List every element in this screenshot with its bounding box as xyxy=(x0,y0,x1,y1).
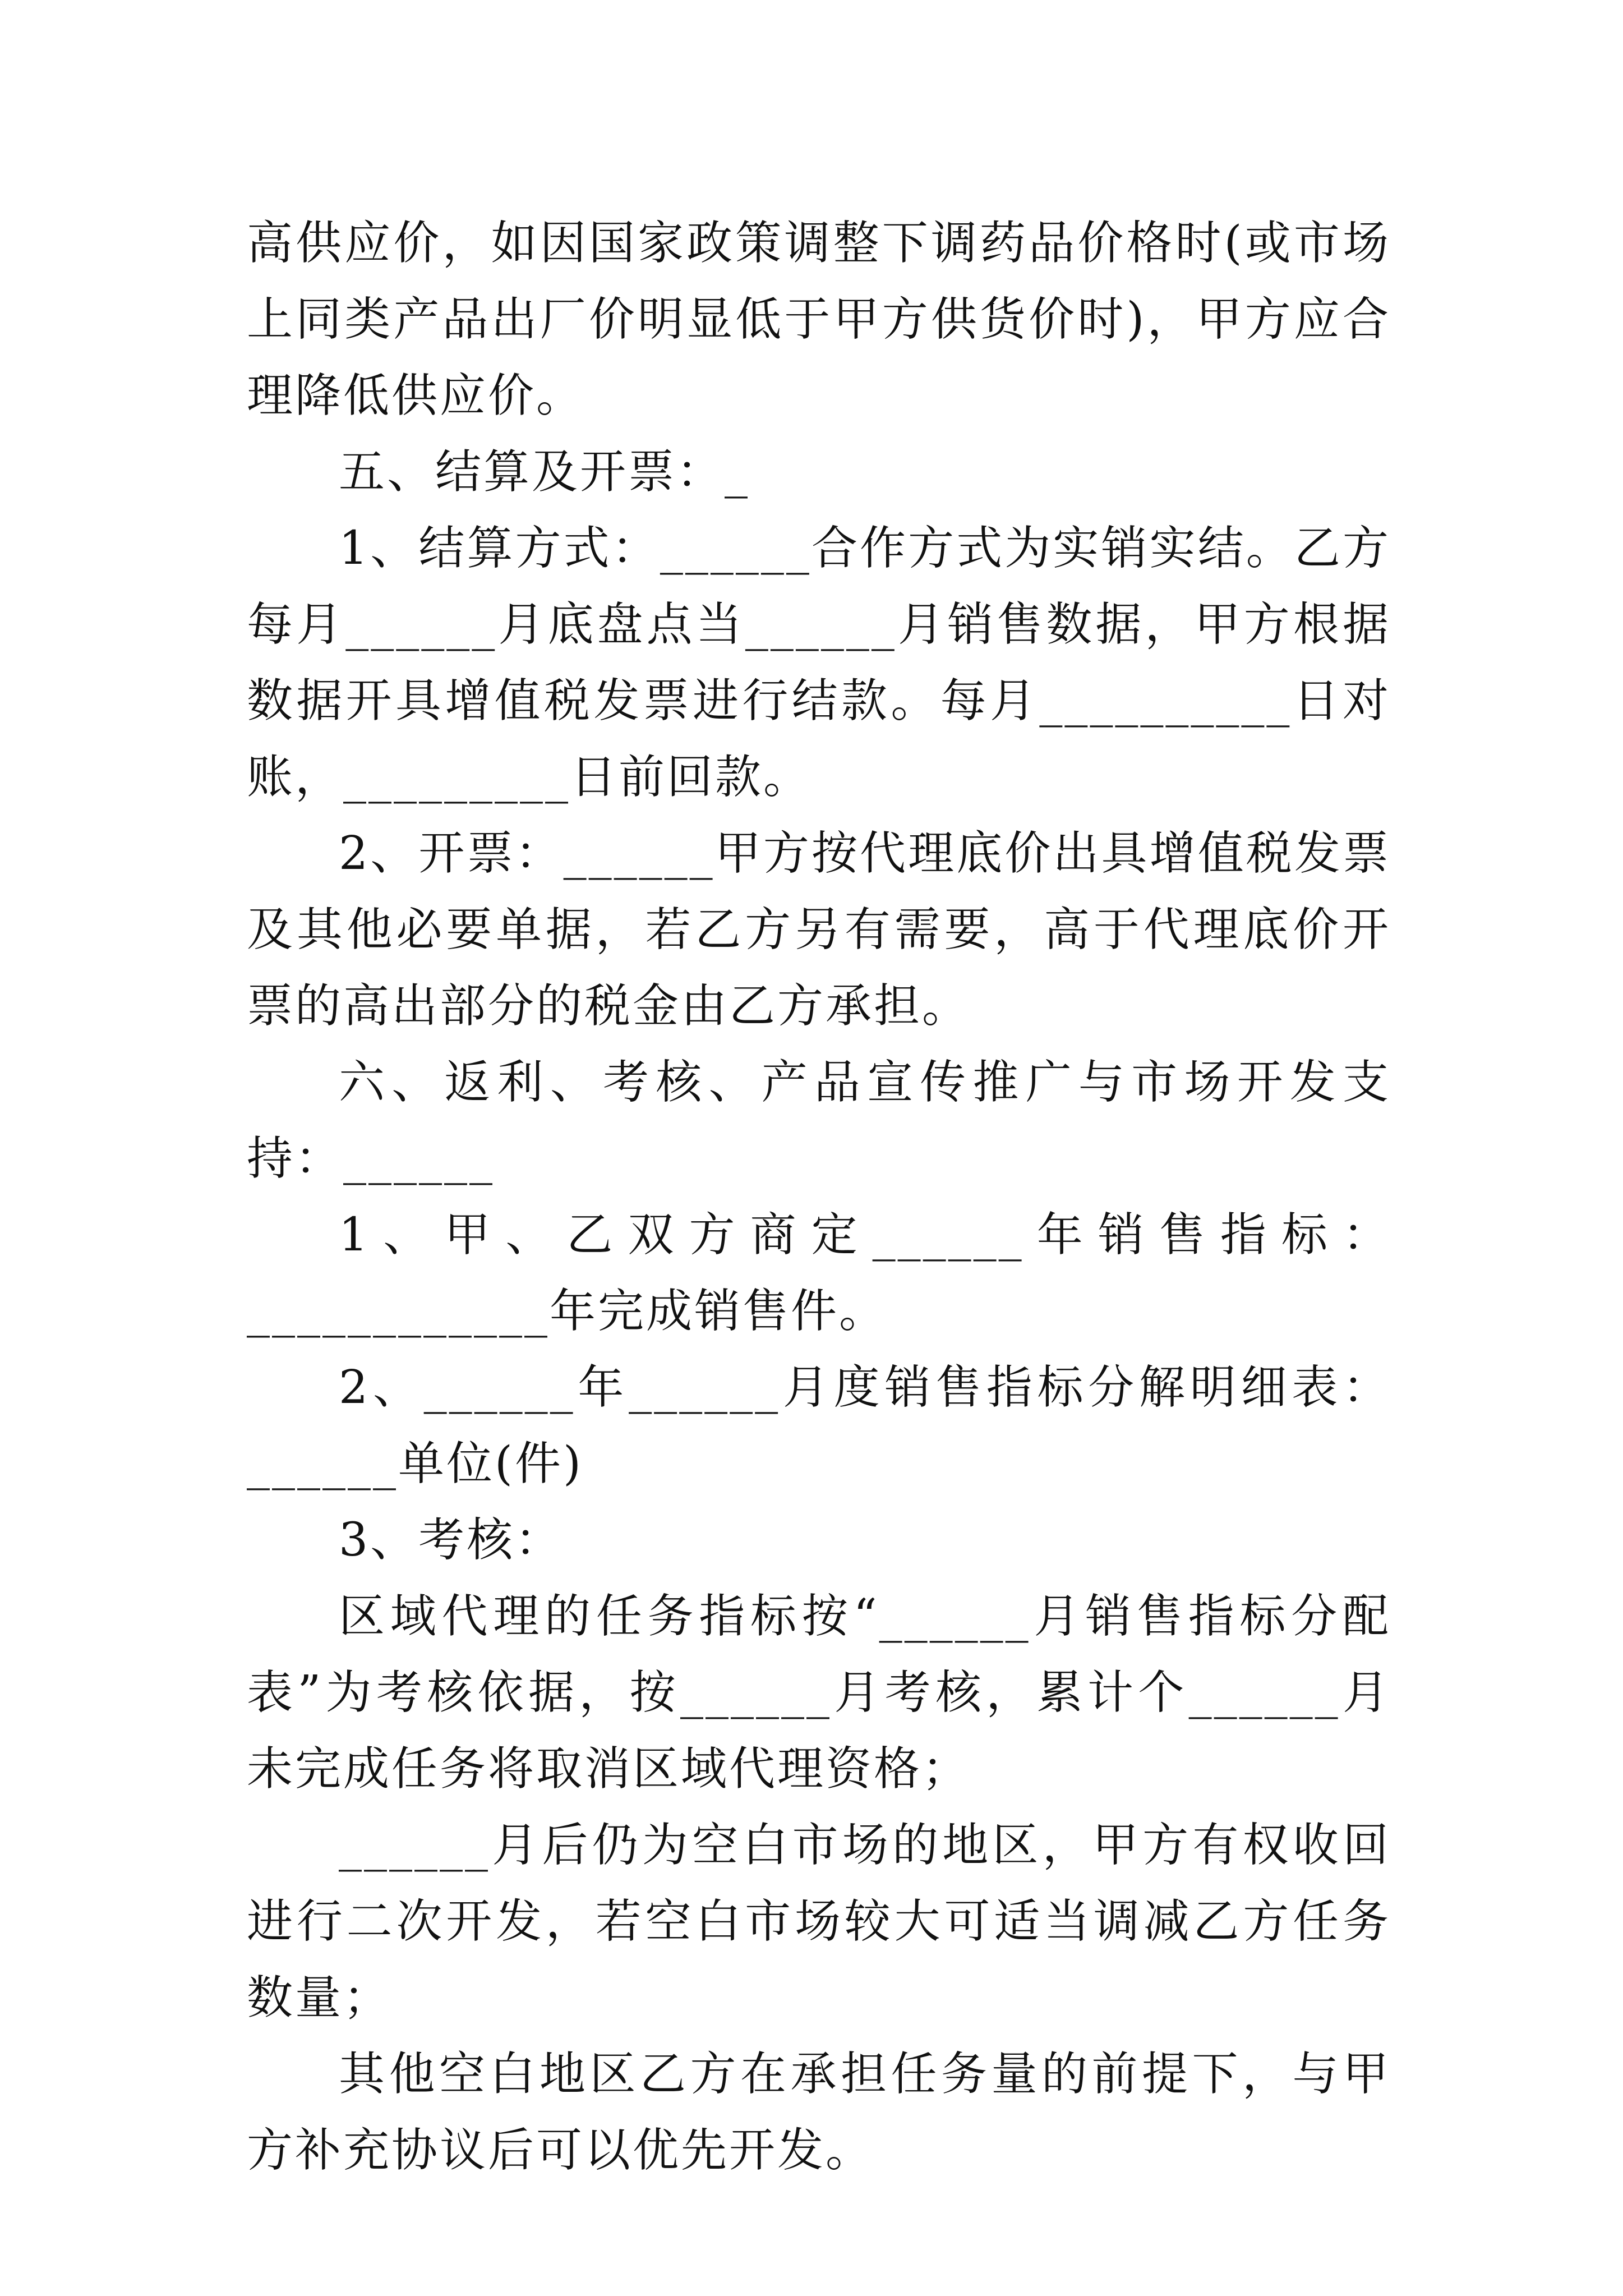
paragraph-invoicing: 2、开票：______甲方按代理底价出具增值税发票及其他必要单据，若乙方另有需要，高于代理底价开票的高出部分的税金由乙方承担。 xyxy=(247,827,1391,1033)
paragraph-priority-development: 其他空白地区乙方在承担任务量的前提下，与甲方补充协议后可以优先开发。 xyxy=(247,2047,1391,2177)
section-heading-rebate: 六、返利、考核、产品宣传推广与市场开发支持：______ xyxy=(247,1056,1391,1185)
paragraph-sales-target: 1、甲、乙双方商定______年销售指标：____________年完成销售件。 xyxy=(247,1208,1391,1338)
section-heading-settlement: 五、结算及开票：_ xyxy=(339,445,750,499)
paragraph-assessment-basis: 区域代理的任务指标按“______月销售指标分配表”为考核依据，按______月考核，累计个______月未完成任务将取消区域代理资格； xyxy=(247,1590,1391,1796)
paragraph-blank-market: ______月后仍为空白市场的地区，甲方有权收回进行二次开发，若空白市场较大可适当调减乙方任务数量； xyxy=(247,1819,1391,2024)
document-body xyxy=(247,205,1391,2189)
paragraph-price-adjustment: 高供应价，如因国家政策调整下调药品价格时(或市场上同类产品出厂价明显低于甲方供货价时)，甲方应合理降低供应价。 xyxy=(247,217,1391,422)
paragraph-settlement-method: 1、结算方式：______合作方式为实销实结。乙方每月______月底盘点当______月销售数据，甲方根据数据开具增值税发票进行结款。每月__________日对账，_________日前回款。 xyxy=(247,522,1391,804)
paragraph-monthly-breakdown: 2、______年______月度销售指标分解明细表：______单位(件) xyxy=(247,1361,1391,1490)
subheading-assessment: 3、考核： xyxy=(339,1513,564,1567)
